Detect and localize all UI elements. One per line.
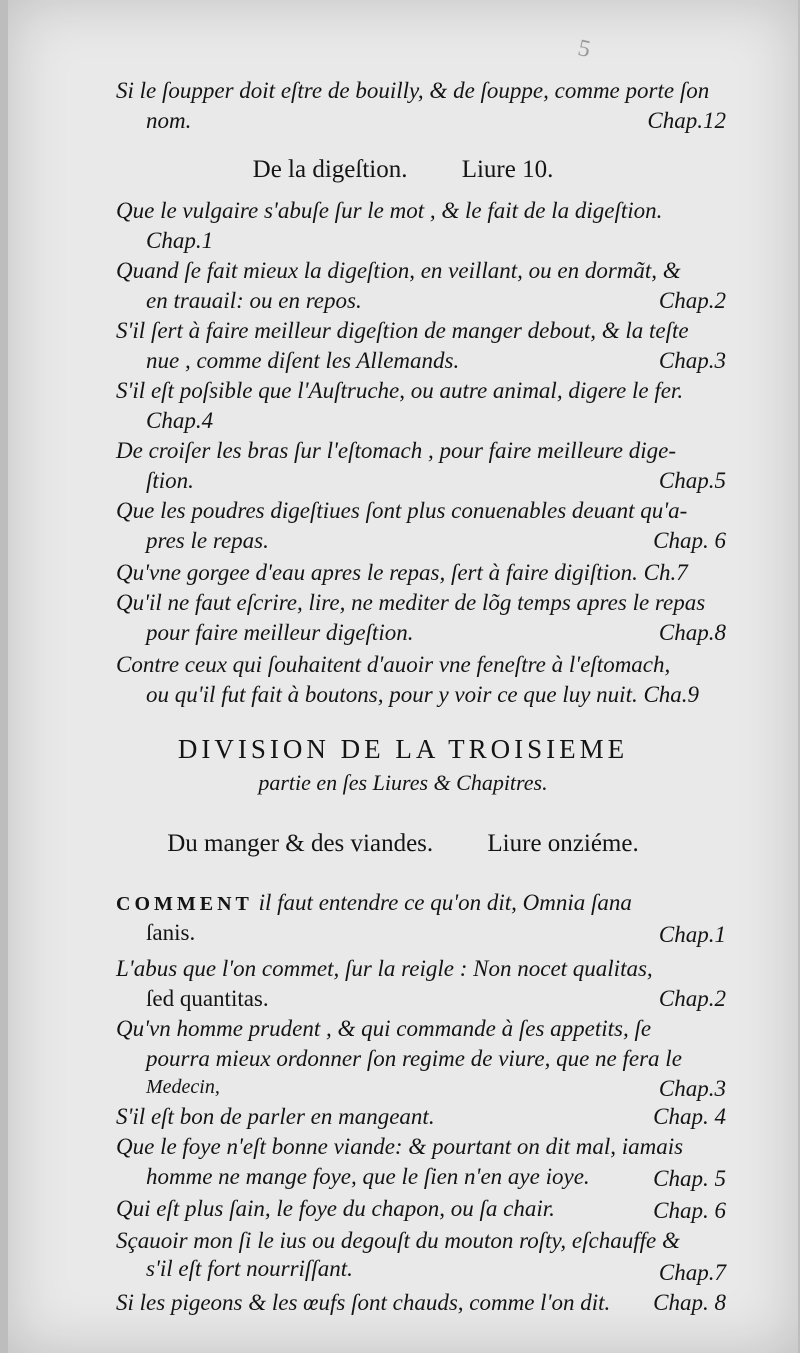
chapter-ref: Chap.2: [658, 986, 726, 1011]
toc-entry-line: Medecin,: [146, 1076, 220, 1098]
book-page: [8, 0, 798, 1353]
toc-entry-line: Que le foye n'eſt bonne viande: & pourtant on dit mal, iamais: [116, 1134, 684, 1159]
toc-entry-line: Qu'il ne faut eſcrire, lire, ne mediter de lõg temps apres le repas: [116, 590, 706, 615]
toc-entry-line: nue , comme diſent les Allemands.: [146, 348, 460, 373]
toc-entry-line: s'il eſt fort nourriſſant.: [146, 1256, 353, 1281]
chapter-ref: Chap.8: [658, 620, 726, 645]
toc-entry-line: pour faire meilleur digeſtion.: [146, 620, 414, 645]
toc-entry-line: nom.: [146, 108, 192, 133]
book-heading: [8, 156, 798, 184]
book-number: Liure onziéme.: [487, 830, 639, 857]
toc-entry-line: S'il eſt bon de parler en mangeant.: [116, 1104, 435, 1129]
chapter-ref: Chap. 6: [653, 1198, 726, 1223]
chapter-ref: Chap.12: [647, 108, 726, 133]
chapter-ref: Chap.3: [658, 348, 726, 373]
chapter-ref: Chap.1: [658, 922, 726, 947]
toc-entry-line: Sçauoir mon ſi le ius ou degouſt du mouton roſty, eſchauffe &: [116, 1228, 680, 1253]
book-number: Liure 10.: [461, 156, 554, 183]
book-heading: [8, 830, 798, 858]
toc-entry-line: Chap.1: [146, 228, 214, 253]
toc-entry-line: Que le vulgaire s'abuſe ſur le mot , & le fait de la digeſtion.: [116, 198, 663, 223]
toc-entry-line: Chap.4: [146, 408, 214, 433]
small-caps-word: COMMENT: [116, 893, 253, 915]
toc-entry-line: pres le repas.: [146, 528, 269, 553]
book-title: Du manger & des viandes.: [167, 830, 434, 857]
chapter-ref: Chap. 5: [653, 1166, 726, 1191]
toc-entry-line: Que les poudres digeſtiues ſont plus conuenables deuant qu'a-: [116, 498, 688, 523]
toc-entry-line: pourra mieux ordonner ſon regime de viure, que ne fera le: [146, 1046, 682, 1071]
toc-entry-line: Si le ſoupper doit eſtre de bouilly, & de ſouppe, comme porte ſon: [116, 78, 710, 103]
chapter-ref: Chap. 4: [653, 1104, 726, 1129]
toc-entry-line: homme ne mange foye, que le ſien n'en aye ioye.: [146, 1164, 590, 1189]
toc-entry-line: Quand ſe fait mieux la digeſtion, en veillant, ou en dormãt, &: [116, 258, 681, 283]
division-title: DIVISION DE LA TROISIEME: [177, 734, 629, 764]
toc-entry-line: [116, 890, 736, 917]
toc-entry-line: S'il eſt poſsible que l'Auſtruche, ou autre animal, digere le fer.: [116, 378, 684, 403]
book-title: De la digeſtion.: [252, 156, 408, 183]
toc-entry-line: Qui eſt plus ſain, le foye du chapon, ou ſa chair.: [116, 1196, 555, 1221]
division-subtitle: partie en ſes Liures & Chapitres.: [258, 770, 548, 795]
chapter-ref: Chap.5: [658, 468, 726, 493]
toc-entry-line: S'il ſert à faire meilleur digeſtion de manger debout, & la teſte: [116, 318, 689, 343]
toc-entry-line: Qu'vne gorgee d'eau apres le repas, ſert à faire digiſtion. Ch.7: [116, 560, 688, 585]
toc-entry-line: Contre ceux qui ſouhaitent d'auoir vne feneſtre à l'eſtomach,: [116, 652, 671, 677]
entry-text: il faut entendre ce qu'on dit, Omnia ſana: [258, 890, 632, 915]
toc-entry-line: Si les pigeons & les œufs ſont chauds, comme l'on dit.: [116, 1290, 611, 1315]
toc-entry-line: ſanis.: [146, 920, 196, 945]
toc-entry-line: De croiſer les bras ſur l'eſtomach , pour faire meilleure dige-: [116, 438, 677, 463]
toc-entry-line: en trauail: ou en repos.: [146, 288, 362, 313]
toc-entry-line: Qu'vn homme prudent , & qui commande à ſes appetits, ſe: [116, 1016, 652, 1041]
chapter-ref: Chap. 6: [653, 528, 726, 553]
chapter-ref: Chap.2: [658, 288, 726, 313]
toc-entry-line: ſed quantitas.: [146, 986, 269, 1011]
chapter-ref: Chap.7: [658, 1260, 726, 1285]
toc-entry-line: ou qu'il fut fait à boutons, pour y voir ce que luy nuit. Cha.9: [146, 682, 700, 707]
chapter-ref: Chap.3: [658, 1076, 726, 1101]
page-mark: 5: [575, 35, 593, 63]
chapter-ref: Chap. 8: [653, 1290, 726, 1315]
toc-entry-line: L'abus que l'on commet, ſur la reigle : Non nocet qualitas,: [116, 956, 653, 981]
toc-entry-line: ſtion.: [146, 468, 194, 493]
